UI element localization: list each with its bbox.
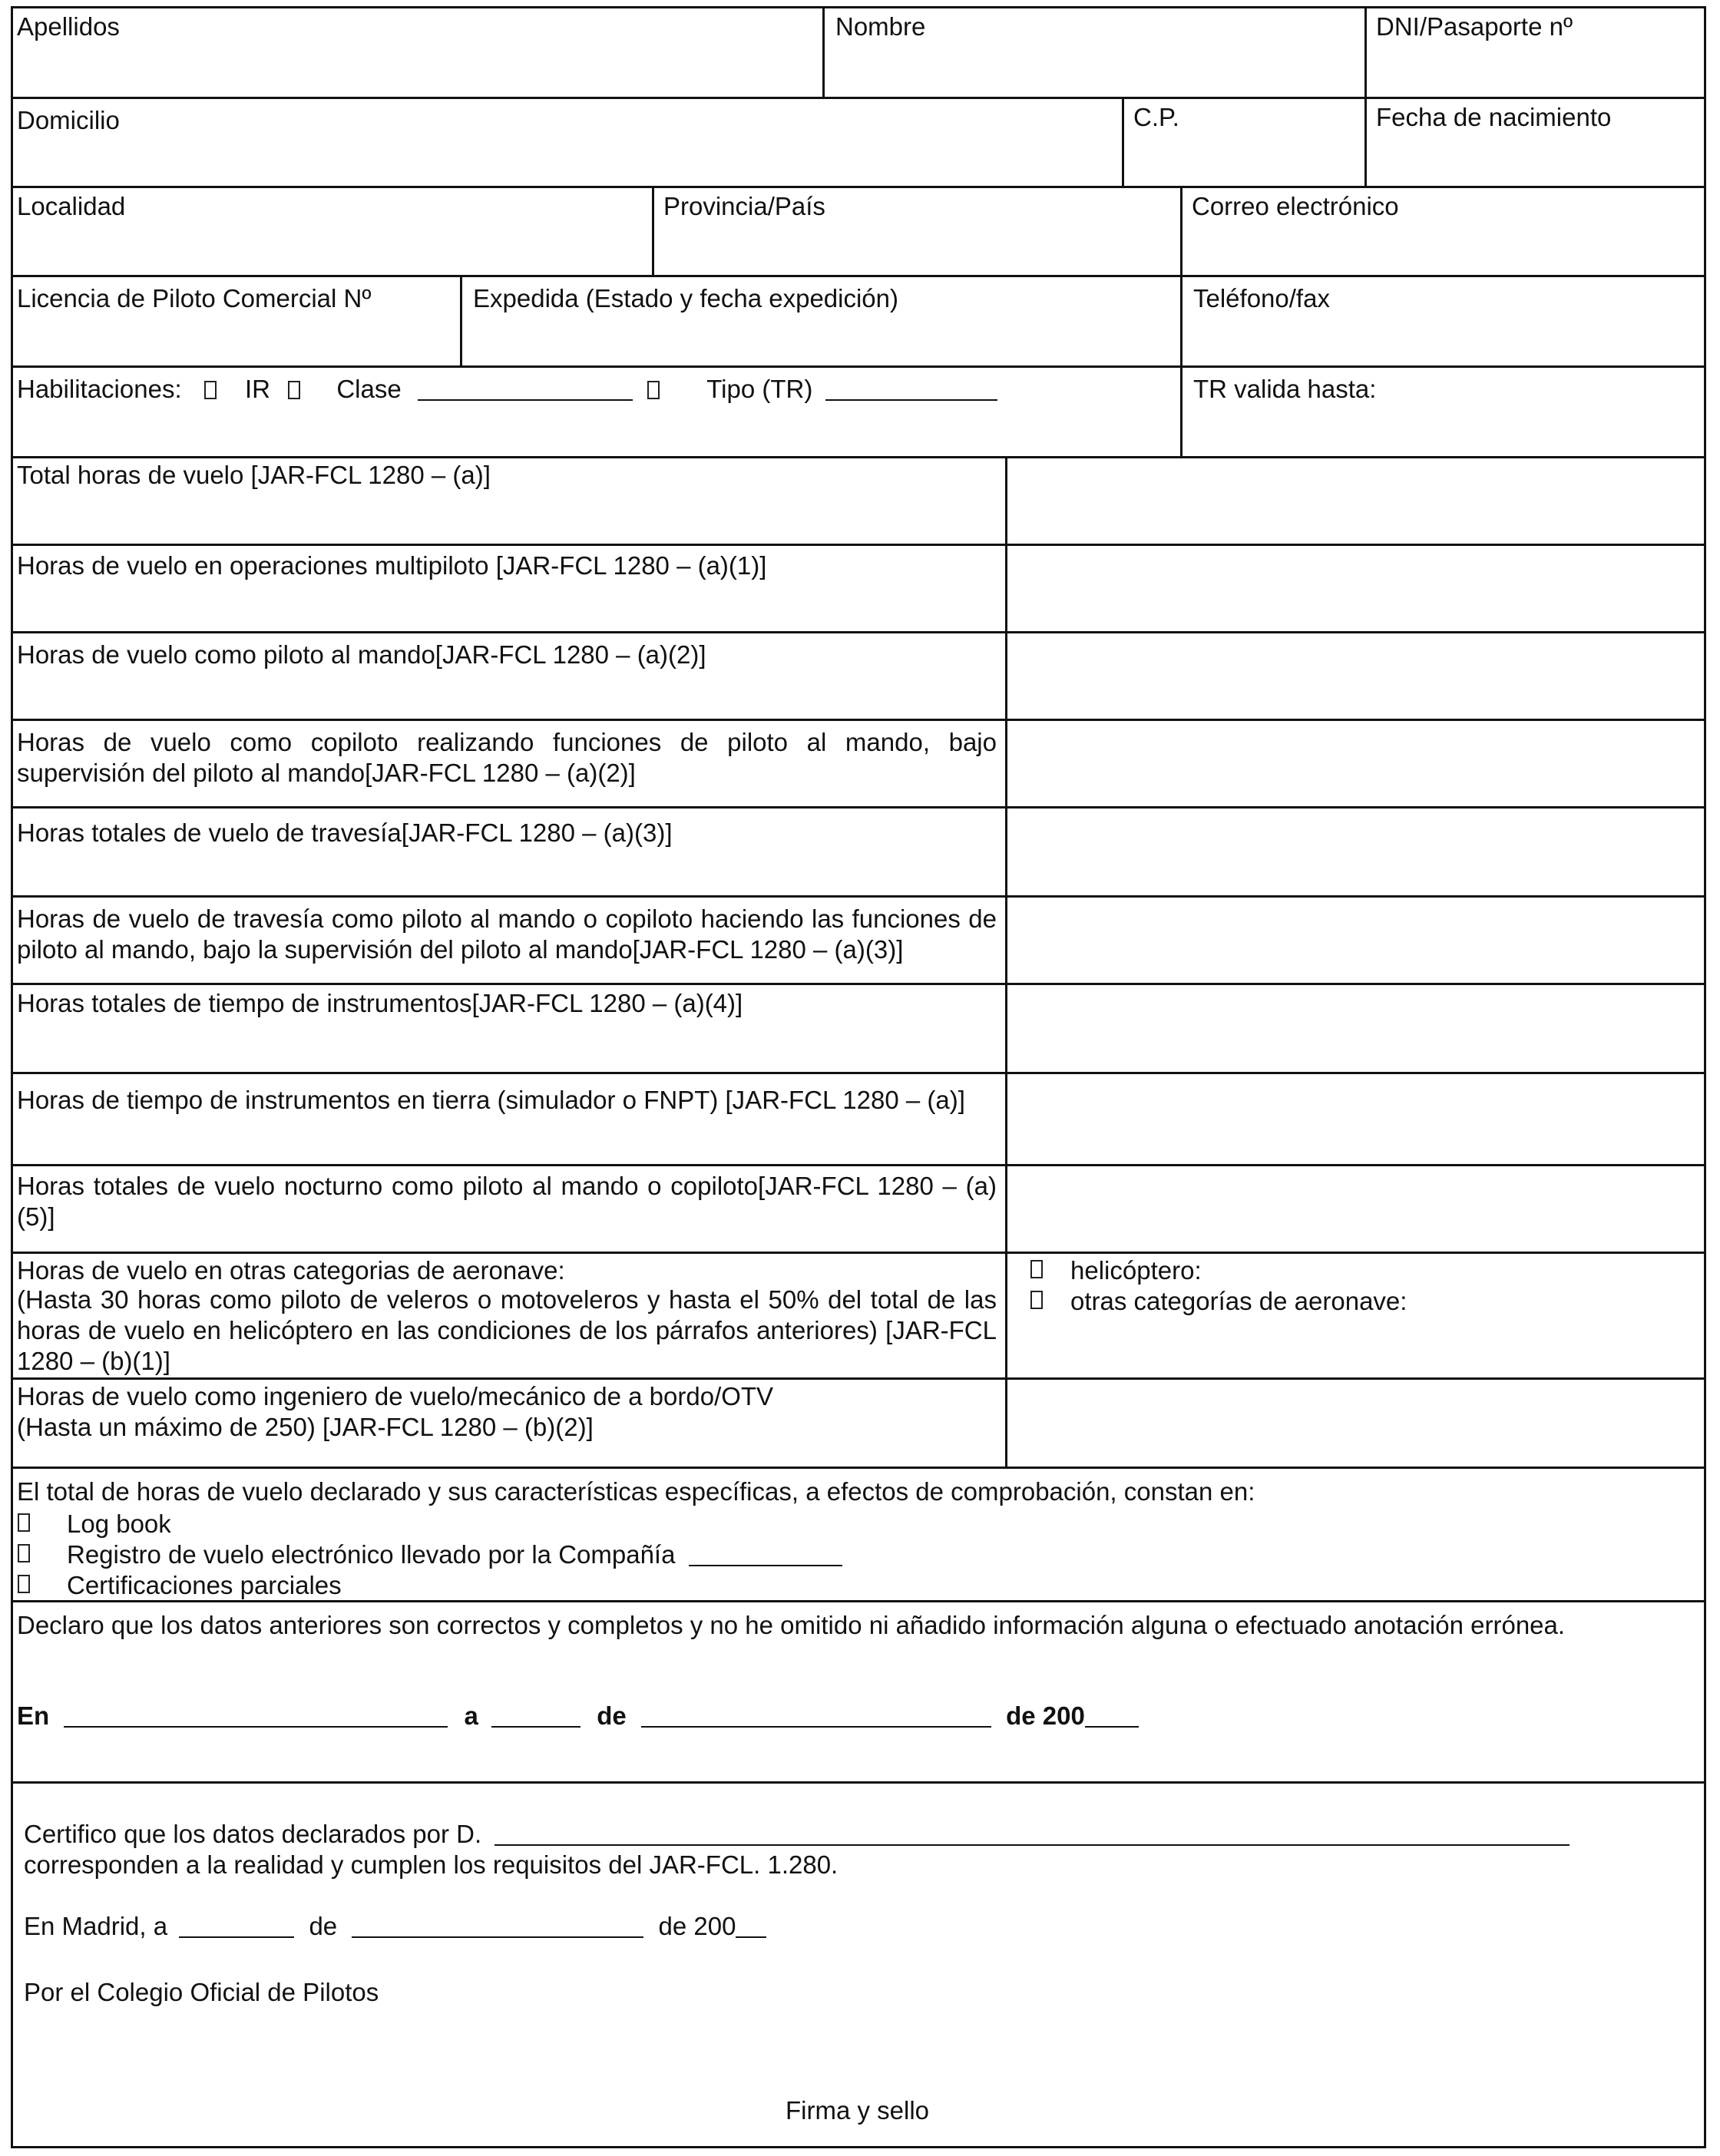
hours-row xyxy=(13,808,1704,898)
certification-de-label: de xyxy=(309,1912,338,1940)
checkbox-helicoptero[interactable] xyxy=(1030,1260,1043,1278)
hours-label: Horas de tiempo de instrumentos en tierra (simulador o FNPT) [JAR-FCL 1280 – (a)] xyxy=(17,1086,965,1114)
hours-label: Horas de vuelo como piloto al mando[JAR-FCL 1280 – (a)(2)] xyxy=(17,640,706,669)
hours-label-cell xyxy=(13,1074,1005,1164)
hours-label-cell xyxy=(13,1166,1005,1252)
hours-label: Horas totales de vuelo de travesía[JAR-FCL 1280 – (a)(3)] xyxy=(17,818,673,847)
application-form xyxy=(11,6,1706,2148)
certification-name-blank[interactable] xyxy=(495,1823,1570,1846)
hours-label-cell xyxy=(13,458,1005,544)
otras-categorias-label: otras categorías de aeronave: xyxy=(1070,1287,1407,1315)
fecha-nacimiento-label: Fecha de nacimiento xyxy=(1376,103,1612,131)
row-location xyxy=(13,188,1704,277)
signature-label: Firma y sello xyxy=(786,2096,930,2125)
apellidos-label: Apellidos xyxy=(17,12,120,41)
certification-line1 xyxy=(24,1819,1570,1850)
other-categories-options xyxy=(1005,1254,1704,1377)
other-categories-row xyxy=(13,1254,1704,1380)
nombre-field[interactable] xyxy=(822,8,1364,97)
row-personal-names xyxy=(13,8,1704,99)
row-license xyxy=(13,277,1704,368)
engineer-note: (Hasta un máximo de 250) [JAR-FCL 1280 – (b)(2)] xyxy=(17,1413,594,1441)
engineer-title: Horas de vuelo como ingeniero de vuelo/mecánico de a bordo/OTV xyxy=(17,1382,774,1410)
hours-label-cell xyxy=(13,633,1005,719)
ir-label: IR xyxy=(244,375,270,403)
hours-value-cell[interactable] xyxy=(1005,721,1704,806)
hours-value-cell[interactable] xyxy=(1005,1166,1704,1252)
correo-label: Correo electrónico xyxy=(1192,192,1399,220)
verification-row xyxy=(13,1469,1704,1602)
engineer-label-cell xyxy=(13,1380,1005,1467)
declaration-date-line xyxy=(17,1701,1139,1731)
hours-row xyxy=(13,898,1704,985)
habilitaciones-field xyxy=(13,368,1180,456)
certification-date-line xyxy=(24,1911,766,1942)
hours-value-cell[interactable] xyxy=(1005,633,1704,719)
verification-intro: El total de horas de vuelo declarado y sus características específicas, a efectos de comprobación, constan en: xyxy=(17,1477,1255,1506)
declaration-year-blank[interactable] xyxy=(1085,1705,1139,1728)
telefono-field[interactable] xyxy=(1180,277,1704,365)
hours-row xyxy=(13,985,1704,1074)
hours-label-cell xyxy=(13,898,1005,983)
compania-blank[interactable] xyxy=(689,1543,842,1566)
tr-valida-label: TR valida hasta: xyxy=(1193,375,1377,403)
hours-row xyxy=(13,721,1704,808)
hours-label: Horas de vuelo en operaciones multipiloto [JAR-FCL 1280 – (a)(1)] xyxy=(17,551,767,580)
tr-valida-field[interactable] xyxy=(1180,368,1704,456)
declaration-month-blank[interactable] xyxy=(641,1705,991,1728)
declaration-de-label: de xyxy=(597,1701,627,1730)
dni-field[interactable] xyxy=(1364,8,1704,97)
row-address xyxy=(13,99,1704,188)
provincia-label: Provincia/País xyxy=(663,192,825,220)
cp-field[interactable] xyxy=(1122,99,1364,186)
nombre-label: Nombre xyxy=(835,12,926,41)
registro-electronico-label: Registro de vuelo electrónico llevado por la Compañía xyxy=(67,1540,676,1569)
licencia-field[interactable] xyxy=(13,277,460,365)
other-categories-title: Horas de vuelo en otras categorias de aeronave: xyxy=(17,1256,565,1285)
certification-year-label: de 200 xyxy=(658,1912,736,1940)
declaration-en-label: En xyxy=(17,1701,50,1730)
localidad-field[interactable] xyxy=(13,188,652,275)
hours-label-cell xyxy=(13,808,1005,895)
other-categories-note: (Hasta 30 horas como piloto de veleros o motoveleros y hasta el 50% del total de las horas de vuelo en helicóptero en las condiciones de los párrafos anteriores) [JAR-FCL 1280 – (b)(1)] xyxy=(17,1285,997,1375)
licencia-label: Licencia de Piloto Comercial Nº xyxy=(17,284,372,312)
helicoptero-label: helicóptero: xyxy=(1070,1256,1202,1285)
engineer-value-cell[interactable] xyxy=(1005,1380,1704,1467)
hours-label: Horas totales de tiempo de instrumentos[JAR-FCL 1280 – (a)(4)] xyxy=(17,989,743,1017)
declaration-day-blank[interactable] xyxy=(491,1705,580,1728)
domicilio-label: Domicilio xyxy=(17,106,120,134)
checkbox-habilitacion[interactable] xyxy=(204,381,217,399)
hours-value-cell[interactable] xyxy=(1005,458,1704,544)
clase-blank[interactable] xyxy=(418,378,633,401)
certification-year-blank[interactable] xyxy=(736,1915,766,1938)
checkbox-certificaciones[interactable] xyxy=(18,1575,30,1593)
hours-row xyxy=(13,1074,1704,1166)
hours-row xyxy=(13,633,1704,721)
certificaciones-label: Certificaciones parciales xyxy=(67,1571,342,1599)
dni-label: DNI/Pasaporte nº xyxy=(1376,12,1573,41)
habilitaciones-label: Habilitaciones: xyxy=(17,375,182,403)
hours-row xyxy=(13,1166,1704,1254)
expedida-label: Expedida (Estado y fecha expedición) xyxy=(473,284,899,312)
registro-electronico-line xyxy=(67,1539,842,1570)
certification-day-blank[interactable] xyxy=(179,1915,294,1938)
certification-month-blank[interactable] xyxy=(352,1915,643,1938)
certification-line2: corresponden a la realidad y cumplen los requisitos del JAR-FCL. 1.280. xyxy=(24,1850,838,1879)
hours-value-cell[interactable] xyxy=(1005,546,1704,631)
hours-label: Total horas de vuelo [JAR-FCL 1280 – (a)] xyxy=(17,461,491,489)
hours-label: Horas de vuelo como copiloto realizando funciones de piloto al mando, bajo supervisión del piloto al mando[JAR-FCL 1280 – (a)(2)] xyxy=(17,728,997,787)
telefono-label: Teléfono/fax xyxy=(1193,284,1330,312)
hours-label-cell xyxy=(13,546,1005,631)
hours-value-cell[interactable] xyxy=(1005,1074,1704,1164)
checkbox-log-book[interactable] xyxy=(18,1513,30,1532)
hours-label: Horas de vuelo de travesía como piloto al mando o copiloto haciendo las funciones de piloto al mando, bajo la supervisión del piloto al mando[JAR-FCL 1280 – (a)(3)] xyxy=(17,904,997,964)
cp-label: C.P. xyxy=(1133,103,1179,131)
certification-by: Por el Colegio Oficial de Pilotos xyxy=(24,1978,379,2006)
habilitaciones-line xyxy=(17,374,997,405)
hours-label-cell xyxy=(13,985,1005,1072)
hours-label: Horas totales de vuelo nocturno como piloto al mando o copiloto[JAR-FCL 1280 – (a)(5)] xyxy=(17,1172,997,1231)
hours-label-cell xyxy=(13,721,1005,806)
log-book-label: Log book xyxy=(67,1510,171,1538)
other-categories-label-cell xyxy=(13,1254,1005,1377)
hours-row xyxy=(13,458,1704,546)
hours-value-cell[interactable] xyxy=(1005,808,1704,895)
certification-row xyxy=(13,1784,1704,2146)
certification-place-label: En Madrid, a xyxy=(24,1912,168,1940)
correo-field[interactable] xyxy=(1180,188,1704,275)
clase-label: Clase xyxy=(336,375,402,403)
tipo-label: Tipo (TR) xyxy=(706,375,813,403)
checkbox-otras-categorias[interactable] xyxy=(1030,1291,1043,1309)
declaration-row xyxy=(13,1602,1704,1784)
domicilio-field[interactable] xyxy=(13,99,1122,186)
engineer-row xyxy=(13,1380,1704,1469)
tipo-blank[interactable] xyxy=(825,378,997,401)
hours-value-cell[interactable] xyxy=(1005,985,1704,1072)
checkbox-ir[interactable] xyxy=(288,381,300,399)
hours-value-cell[interactable] xyxy=(1005,898,1704,983)
checkbox-registro-electronico[interactable] xyxy=(18,1544,30,1562)
apellidos-field[interactable] xyxy=(13,8,822,97)
row-ratings xyxy=(13,368,1704,458)
hours-row xyxy=(13,546,1704,633)
checkbox-tipo[interactable] xyxy=(647,381,660,399)
certification-declarados-label: Certifico que los datos declarados por D. xyxy=(24,1820,482,1848)
declaration-place-blank[interactable] xyxy=(64,1705,448,1728)
expedida-field[interactable] xyxy=(460,277,1180,365)
declaration-year-label: de 200 xyxy=(1006,1701,1085,1730)
declaration-a-label: a xyxy=(464,1701,478,1730)
fecha-nacimiento-field[interactable] xyxy=(1364,99,1704,186)
localidad-label: Localidad xyxy=(17,192,126,220)
provincia-field[interactable] xyxy=(652,188,1180,275)
declaration-text: Declaro que los datos anteriores son correctos y completos y no he omitido ni añadido información alguna o efectuado anotación errónea. xyxy=(17,1611,1566,1639)
